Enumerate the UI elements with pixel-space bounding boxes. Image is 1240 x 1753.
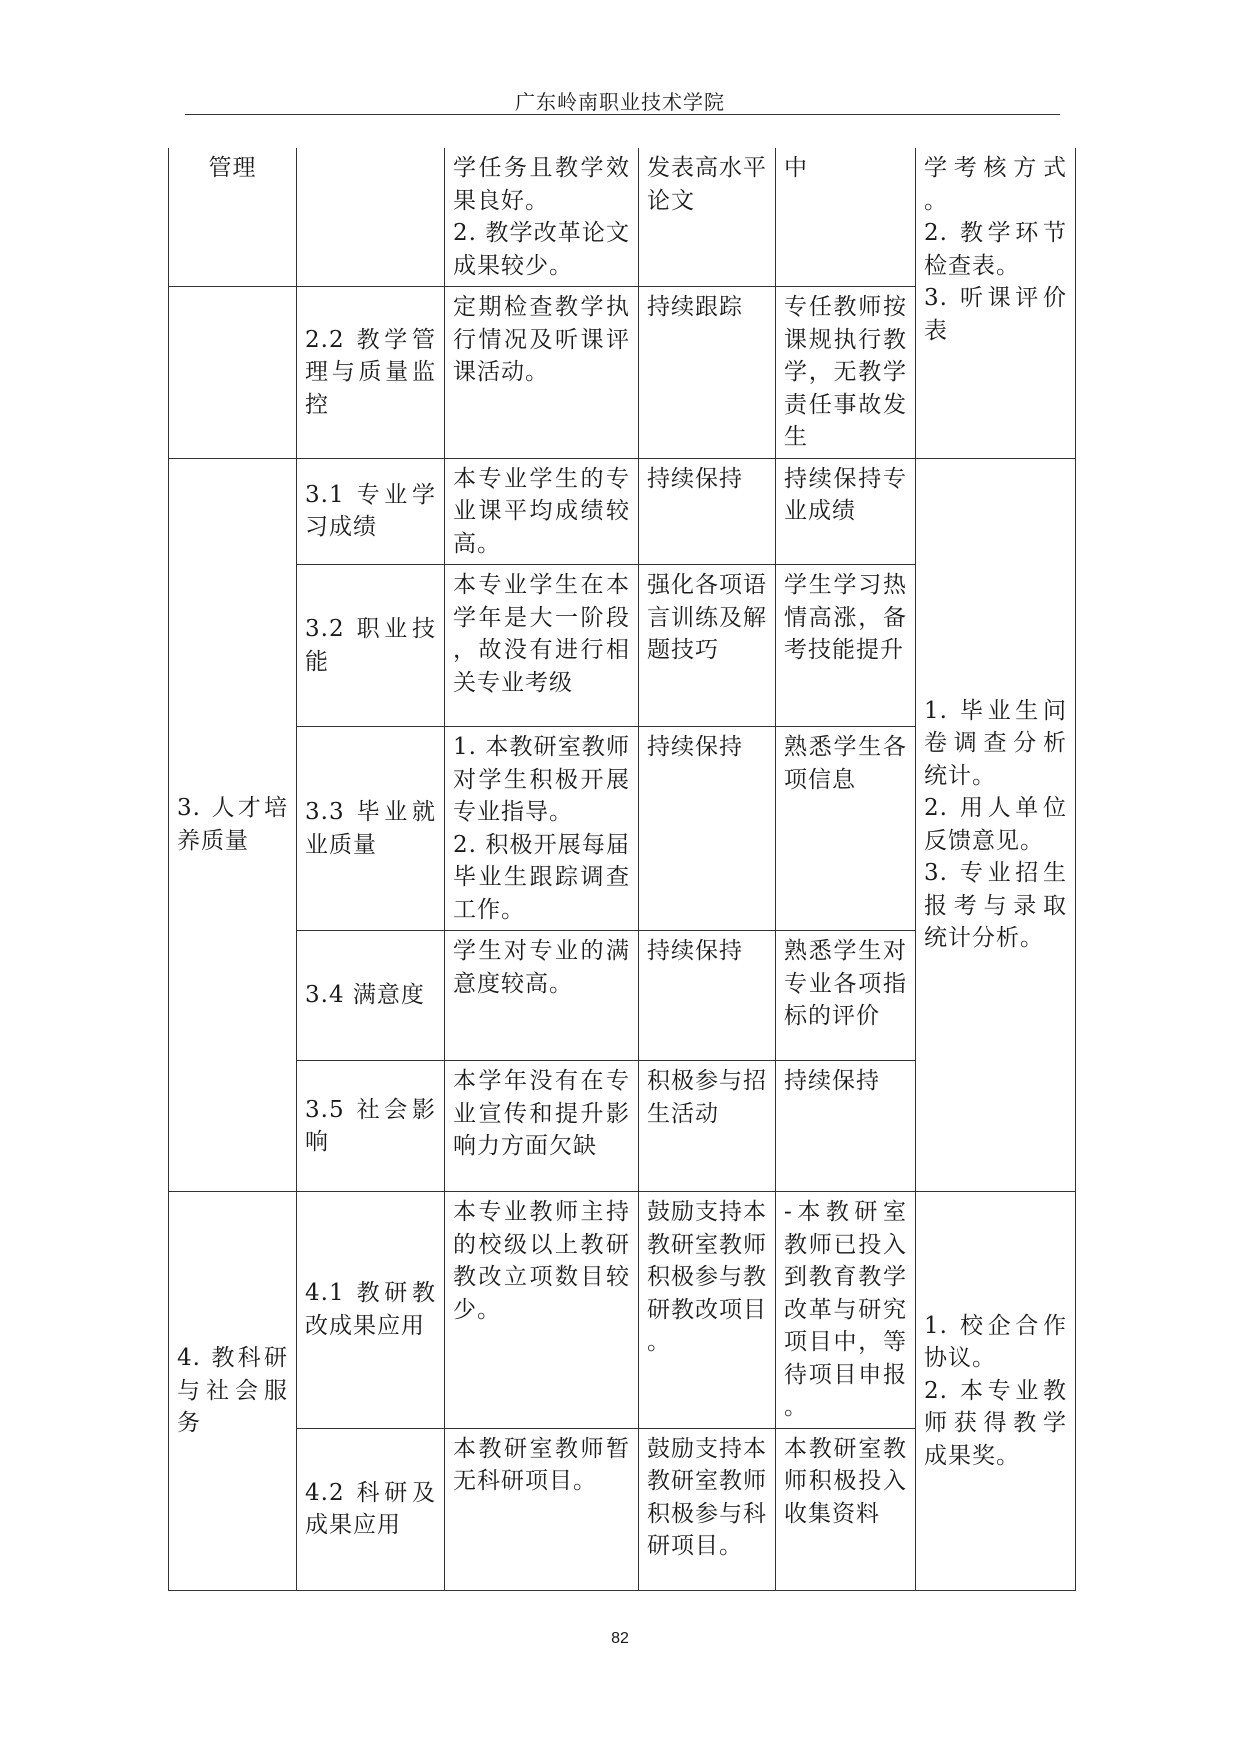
item-cell: 3.5 社会影 响 xyxy=(297,1061,445,1192)
item-cell: 4.2 科研及 成果应用 xyxy=(297,1428,445,1590)
evaluation-table xyxy=(168,148,1076,1591)
measure-cell: 持续保持 xyxy=(639,727,776,931)
status-cell: 1. 本教研室教师 对学生积极开展 专业指导。 2. 积极开展每届 毕业生跟踪调查 工作。 xyxy=(445,727,639,931)
status-cell: 本学年没有在专 业宣传和提升影 响力方面欠缺 xyxy=(445,1061,639,1192)
category-cell: 4. 教科研 与社会服 务 xyxy=(169,1192,297,1591)
status-cell: 本专业教师主持 的校级以上教研 教改立项数目较 少。 xyxy=(445,1192,639,1429)
table-row xyxy=(169,148,1076,287)
result-cell: 熟悉学生各 项信息 xyxy=(776,727,916,931)
measure-cell: 鼓励支持本 教研室教师 积极参与教 研教改项目 。 xyxy=(639,1192,776,1429)
page-number: 82 xyxy=(611,1630,629,1647)
item-cell: 3.3 毕业就 业质量 xyxy=(297,727,445,931)
page-header: 广东岭南职业技术学院 xyxy=(515,90,725,114)
status-cell: 学生对专业的满 意度较高。 xyxy=(445,931,639,1061)
result-cell: 熟悉学生对 专业各项指 标的评价 xyxy=(776,931,916,1061)
measure-cell: 强化各项语 言训练及解 题技巧 xyxy=(639,565,776,727)
status-cell: 本教研室教师暂 无科研项目。 xyxy=(445,1428,639,1590)
status-cell: 本专业学生在本 学年是大一阶段 ，故没有进行相 关专业考级 xyxy=(445,565,639,727)
item-cell: 4.1 教研教 改成果应用 xyxy=(297,1192,445,1429)
result-cell: -本教研室 教师已投入 到教育教学 改革与研究 项目中，等 待项目申报 。 xyxy=(776,1192,916,1429)
category-cell xyxy=(169,287,297,459)
header-rule xyxy=(185,114,1060,115)
table-row xyxy=(169,1192,1076,1429)
item-cell: 3.2 职业技 能 xyxy=(297,565,445,727)
item-cell: 2.2 教学管 理与质量监 控 xyxy=(297,287,445,459)
measure-cell: 发表高水平 论文 xyxy=(639,148,776,287)
evidence-cell: 1. 毕业生问 卷调查分析 统计。 2. 用人单位 反馈意见。 3. 专业招生 报考与录取 统计分析。 xyxy=(916,458,1076,1192)
measure-cell: 积极参与招 生活动 xyxy=(639,1061,776,1192)
category-cell: 管理 xyxy=(169,148,297,287)
measure-cell: 持续保持 xyxy=(639,931,776,1061)
result-cell: 持续保持专 业成绩 xyxy=(776,458,916,565)
result-cell: 持续保持 xyxy=(776,1061,916,1192)
measure-cell: 持续跟踪 xyxy=(639,287,776,459)
status-cell: 本专业学生的专 业课平均成绩较 高。 xyxy=(445,458,639,565)
status-cell: 定期检查教学执 行情况及听课评 课活动。 xyxy=(445,287,639,459)
status-cell: 学任务且教学效 果良好。 2. 教学改革论文 成果较少。 xyxy=(445,148,639,287)
item-cell xyxy=(297,148,445,287)
evidence-cell: 学考核方式 。 2. 教学环节 检查表。 3. 听课评价 表 xyxy=(916,148,1076,458)
result-cell: 中 xyxy=(776,148,916,287)
category-cell: 3. 人才培 养质量 xyxy=(169,458,297,1192)
measure-cell: 鼓励支持本 教研室教师 积极参与科 研项目。 xyxy=(639,1428,776,1590)
item-cell: 3.1 专业学 习成绩 xyxy=(297,458,445,565)
result-cell: 学生学习热 情高涨，备 考技能提升 xyxy=(776,565,916,727)
item-cell: 3.4 满意度 xyxy=(297,931,445,1061)
measure-cell: 持续保持 xyxy=(639,458,776,565)
result-cell: 本教研室教 师积极投入 收集资料 xyxy=(776,1428,916,1590)
result-cell: 专任教师按 课规执行教 学，无教学 责任事故发 生 xyxy=(776,287,916,459)
evidence-cell: 1. 校企合作 协议。 2. 本专业教 师获得教学 成果奖。 xyxy=(916,1192,1076,1591)
table-row xyxy=(169,458,1076,565)
